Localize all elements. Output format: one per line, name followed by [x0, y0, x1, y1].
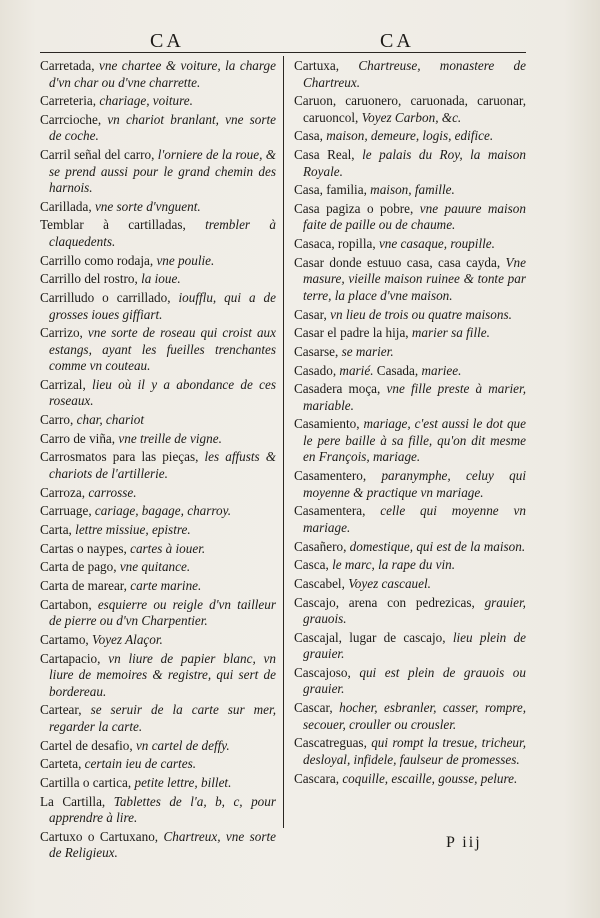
dictionary-entry	[294, 128, 526, 145]
headword: Casa,	[294, 128, 323, 144]
headword: Cascajo, arena con pedrezicas,	[294, 594, 475, 610]
dictionary-entry	[294, 182, 526, 199]
dictionary-entry	[294, 58, 526, 91]
headword: Carrizal,	[40, 376, 86, 392]
translation: domestique, qui est de la maison.	[346, 538, 526, 554]
translation: esquierre ou reigle d'vn tailleur de pierre ou d'vn Charpentier.	[49, 596, 276, 629]
left-column	[40, 58, 276, 864]
headword: Casado,	[294, 362, 337, 378]
translation: qui est plein de grauois ou grauier.	[303, 664, 526, 697]
dictionary-entry	[294, 93, 526, 126]
dictionary-entry	[40, 290, 276, 323]
dictionary-entry	[40, 147, 276, 197]
headword: Carta de pago,	[40, 559, 117, 575]
headword: Carrillo del rostro,	[40, 271, 138, 287]
dictionary-entry	[40, 217, 276, 250]
dictionary-entry	[40, 541, 276, 558]
headword: Carrcioche,	[40, 111, 102, 127]
dictionary-entry	[40, 431, 276, 448]
translation: vne chartee & voiture, la charge d'vn char ou d'vne charrette.	[49, 58, 276, 90]
headword: Casar el padre la hija,	[294, 325, 409, 341]
translation: petite lettre, billet.	[131, 774, 232, 790]
dictionary-entry	[294, 700, 526, 733]
header-right: CA	[380, 30, 414, 52]
headword: Cascatreguas,	[294, 735, 367, 751]
headword: Casa, familia,	[294, 182, 367, 198]
dictionary-entry	[40, 271, 276, 288]
headword: Caruon, caruonero, caruonada, caruonar, caruoncol,	[294, 93, 526, 125]
headword: Cascajal, lugar de cascajo,	[294, 629, 446, 645]
headword: Casamiento,	[294, 416, 360, 432]
dictionary-entry	[40, 702, 276, 735]
headword: Carruage,	[40, 503, 92, 519]
dictionary-entry	[40, 738, 276, 755]
translation: le palais du Roy, la maison Royale.	[303, 147, 526, 179]
dictionary-entry	[40, 756, 276, 773]
translation: Voyez cascauel.	[344, 575, 431, 591]
translation: se marier.	[338, 343, 394, 359]
dictionary-entry	[294, 236, 526, 253]
translation: Tablettes de l'a, b, c, pour apprendre à lire.	[49, 793, 276, 826]
dictionary-entry	[40, 578, 276, 595]
right-column	[294, 58, 526, 789]
translation: Chartreuse, monastere de Chartreux.	[303, 58, 526, 90]
headword: Casamentero,	[294, 468, 367, 484]
translation: carte marine.	[126, 578, 202, 594]
translation: char, chariot	[73, 412, 145, 428]
header-rule	[40, 52, 526, 53]
translation: marié.	[336, 362, 374, 378]
dictionary-entry	[40, 112, 276, 145]
dictionary-entry	[294, 416, 526, 466]
headword: Casañero,	[294, 538, 347, 554]
running-header	[40, 30, 520, 50]
dictionary-entry	[294, 255, 526, 305]
dictionary-entry	[40, 485, 276, 502]
dictionary-entry	[40, 632, 276, 649]
dictionary-entry	[40, 377, 276, 410]
headword: Carro,	[40, 412, 74, 428]
translation: cariage, bagage, charroy.	[91, 503, 232, 519]
headword: Carteta,	[40, 756, 82, 772]
dictionary-entry	[40, 412, 276, 429]
translation: cartes à iouer.	[126, 540, 206, 556]
headword: Casa Real,	[294, 147, 355, 163]
dictionary-entry	[40, 775, 276, 792]
translation: lieu où il y a abondance de ces roseaux.	[49, 376, 276, 409]
dictionary-entry	[294, 595, 526, 628]
translation: paranymphe, celuy qui moyenne & practique vn mariage.	[303, 468, 526, 500]
translation: vne sorte d'vnguent.	[91, 198, 201, 214]
translation: vn cartel de deffy.	[132, 737, 230, 753]
headword: Casadera moça,	[294, 381, 381, 397]
translation: grauier, grauois.	[303, 594, 526, 627]
translation: vn lieu de trois ou quatre maisons.	[326, 306, 512, 322]
translation: carrosse.	[85, 484, 137, 500]
translation: vne fille preste à marier, mariable.	[303, 381, 526, 413]
headword: Cascar,	[294, 700, 333, 716]
dictionary-entry	[40, 597, 276, 630]
translation: vne poulie.	[153, 252, 215, 268]
translation: mariage, c'est aussi le dot que le pere baille à sa fille, qu'on dit mesme en François, mariage.	[303, 416, 526, 465]
headword: Cartas o naypes,	[40, 540, 127, 556]
headword: Cartuxa,	[294, 58, 340, 73]
translation: maison, demeure, logis, edifice.	[322, 128, 494, 144]
dictionary-entry	[294, 557, 526, 574]
headword: Casar,	[294, 306, 327, 322]
headword: Casada,	[373, 362, 419, 378]
translation: vn chariot branlant, vne sorte de coche.	[49, 111, 276, 144]
headword: Carril señal del carro,	[40, 147, 155, 163]
headword: Carrosmatos para las pieças,	[40, 449, 199, 465]
translation: marier sa fille.	[408, 325, 490, 341]
translation: Voyez Carbon, &c.	[358, 109, 462, 125]
headword: Cartuxo o Cartuxano,	[40, 828, 159, 844]
dictionary-entry	[294, 503, 526, 536]
dictionary-entry	[40, 253, 276, 270]
dictionary-entry	[40, 794, 276, 827]
dictionary-entry	[294, 735, 526, 768]
headword: Carrilludo o carrillado,	[40, 290, 171, 305]
headword: Cascara,	[294, 770, 340, 786]
translation: lieu plein de grauier.	[303, 629, 527, 662]
translation: lettre missiue, epistre.	[71, 522, 191, 537]
dictionary-entry	[294, 325, 526, 342]
headword: Carreteria,	[40, 93, 97, 109]
dictionary-entry	[40, 559, 276, 576]
dictionary-entry	[40, 325, 276, 375]
headword: Carillada,	[40, 198, 92, 214]
translation: Voyez Alaçor.	[88, 631, 163, 647]
headword: Carrizo,	[40, 325, 83, 341]
dictionary-entry	[294, 307, 526, 324]
dictionary-entry	[294, 147, 526, 180]
dictionary-entry	[40, 449, 276, 482]
dictionary-entry	[294, 576, 526, 593]
translation: qui rompt la tresue, tricheur, desloyal, infidele, faulseur de promesses.	[303, 735, 526, 767]
dictionary-entry	[40, 199, 276, 216]
headword: Carroza,	[40, 484, 86, 500]
header-left: CA	[150, 30, 184, 52]
headword: Carta,	[40, 522, 72, 537]
headword: Cartear,	[40, 702, 82, 718]
dictionary-entry	[294, 771, 526, 788]
headword: Cascabel,	[294, 575, 345, 591]
dictionary-entry	[294, 344, 526, 361]
headword: Cartabon,	[40, 596, 92, 612]
headword: Carro de viña,	[40, 430, 116, 446]
translation: maison, famille.	[366, 182, 455, 198]
dictionary-entry	[294, 468, 526, 501]
translation: le marc, la rape du vin.	[328, 557, 456, 573]
translation: vn liure de papier blanc, vn liure de memoires & registre, qui sert de bordereau.	[49, 650, 276, 699]
translation: Chartreux, vne sorte de Religieux.	[49, 828, 276, 861]
translation: mariee.	[418, 362, 462, 378]
dictionary-entry	[294, 665, 526, 698]
dictionary-entry	[40, 651, 276, 701]
translation: se seruir de la carte sur mer, regarder la carte.	[49, 702, 276, 734]
translation: vne casaque, roupille.	[375, 236, 495, 252]
headword: Cartel de desafio,	[40, 737, 133, 753]
translation: Vne masure, vieille maison ruinee & tonte par terre, la place d'vne maison.	[303, 254, 526, 303]
headword: Cartapacio,	[40, 650, 101, 666]
translation: certain ieu de cartes.	[81, 756, 196, 772]
translation: ioufflu, qui a de grosses ioues giffiart.	[49, 290, 276, 322]
translation: l'orniere de la roue, & se prend aussi pour le grand chemin des harnois.	[49, 147, 276, 196]
dictionary-entry	[40, 829, 276, 862]
translation: la ioue.	[137, 271, 181, 287]
column-divider	[283, 56, 284, 828]
headword: Cartilla o cartica,	[40, 774, 132, 790]
dictionary-entry	[294, 381, 526, 414]
translation: vne treille de vigne.	[115, 430, 222, 446]
translation: hocher, esbranler, casser, rompre, secouer, crouller ou crousler.	[303, 700, 526, 732]
dictionary-entry	[40, 93, 276, 110]
dictionary-entry	[294, 363, 526, 380]
translation: coquille, escaille, gousse, pelure.	[339, 770, 518, 786]
translation: chariage, voiture.	[96, 93, 193, 109]
translation: vne pauure maison faite de paille ou de chaume.	[303, 200, 526, 233]
dictionary-entry	[40, 503, 276, 520]
headword: Temblar à cartilladas,	[40, 217, 186, 233]
headword: Cartamo,	[40, 631, 89, 647]
dictionary-entry	[294, 630, 526, 663]
headword: La Cartilla,	[40, 793, 106, 809]
headword: Casaca, ropilla,	[294, 236, 376, 252]
dictionary-entry	[294, 201, 526, 234]
headword: Casar donde estuuo casa, casa cayda,	[294, 254, 501, 270]
dictionary-entry	[294, 539, 526, 556]
headword: Casa pagiza o pobre,	[294, 200, 414, 216]
translation: vne quitance.	[116, 559, 191, 575]
signature-mark: P iij	[446, 834, 482, 851]
translation: vne sorte de roseau qui croist aux estangs, ayant les fueilles trenchantes comme vn couteau.	[49, 325, 276, 374]
headword: Casarse,	[294, 343, 339, 359]
headword: Casamentera,	[294, 503, 366, 519]
headword: Carretada,	[40, 58, 95, 73]
headword: Carrillo como rodaja,	[40, 252, 154, 268]
translation: trembler à claquedents.	[49, 217, 276, 249]
headword: Cascajoso,	[294, 664, 351, 680]
translation: celle qui moyenne vn mariage.	[303, 503, 526, 535]
translation: les affusts & chariots de l'artillerie.	[49, 449, 276, 481]
dictionary-entry	[40, 58, 276, 91]
headword: Casca,	[294, 557, 329, 573]
dictionary-entry	[40, 522, 276, 539]
headword: Carta de marear,	[40, 578, 127, 594]
